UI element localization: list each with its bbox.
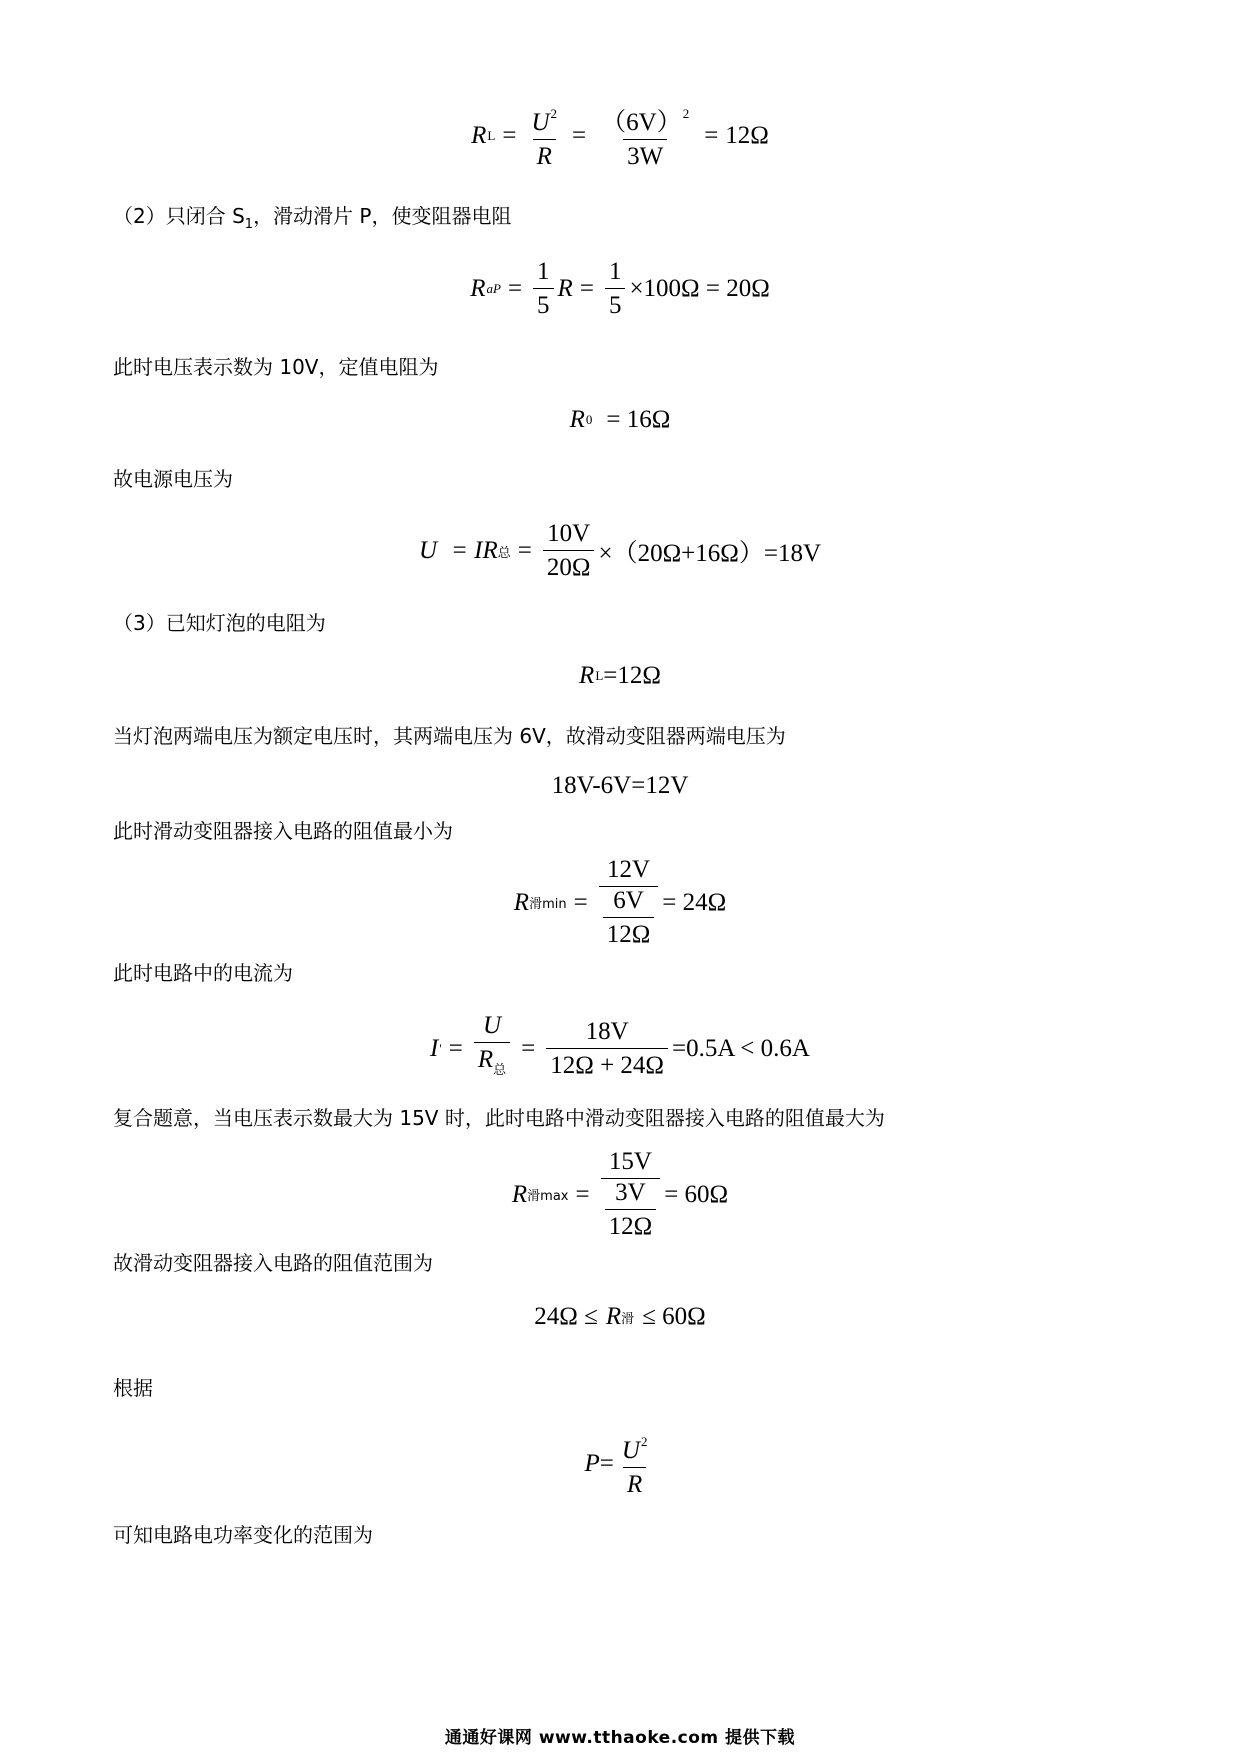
eq2-den2: 5 bbox=[605, 288, 626, 320]
eq8-num2: 18V bbox=[585, 1017, 629, 1045]
eq1-num1: U bbox=[531, 109, 550, 136]
eq10-var: R bbox=[605, 1303, 622, 1330]
eq8-fraction-2 bbox=[546, 1018, 668, 1080]
paragraph-voltmeter-10v: 此时电压表示数为 10V，定值电阻为 bbox=[113, 355, 439, 379]
equation-min-resistance: R 滑min = $\frac{12V}{\frac{6V}{12\Omega}}$ = 24Ω bbox=[513, 856, 727, 948]
eq8-fraction-1 bbox=[474, 1012, 510, 1085]
eq2-lhs: R bbox=[470, 275, 486, 302]
eq11-den: R bbox=[623, 1467, 646, 1499]
eq2-den1: 5 bbox=[533, 288, 554, 320]
paragraph-rated-voltage: 当灯泡两端电压为额定电压时，其两端电压为 6V，故滑动变阻器两端电压为 bbox=[113, 724, 786, 748]
eq11-eqsign: = bbox=[599, 1449, 614, 1477]
eq6-text: 18V-6V=12V bbox=[551, 772, 689, 799]
eq1-den1: R bbox=[533, 139, 556, 171]
eq4-rest: ×（20Ω+16Ω）=18V bbox=[598, 540, 821, 567]
eq1-num1-sup: 2 bbox=[550, 106, 558, 121]
p1-rest: ，滑动滑片 P，使变阻器电阻 bbox=[253, 204, 512, 228]
eq9-fraction bbox=[601, 1148, 661, 1241]
eq1-result: 12Ω bbox=[725, 121, 769, 149]
eq2-num1: 1 bbox=[537, 258, 550, 285]
eq7-lhs-sub: 滑min bbox=[529, 897, 567, 912]
paragraph-part3: （3）已知灯泡的电阻为 bbox=[113, 611, 326, 635]
equation-max-resistance: R 滑max = $\frac{15V}{\frac{3V}{12\Omega}}$ = 60Ω bbox=[511, 1148, 729, 1240]
eq1-fraction-1 bbox=[527, 100, 561, 171]
eq8-lhs-sup: ' bbox=[439, 1040, 442, 1056]
eq2-num2: 1 bbox=[608, 258, 622, 285]
eq9-lhs: R bbox=[511, 1180, 528, 1208]
paragraph-power-range: 可知电路电功率变化的范围为 bbox=[113, 1523, 373, 1547]
equation-rl bbox=[0, 662, 1240, 690]
footer-source: 通通好课网 www.tthaoke.com 提供下载 bbox=[444, 1728, 796, 1748]
eq2-rest: ×100Ω = 20Ω bbox=[629, 275, 770, 302]
eq1-fraction-2 bbox=[597, 100, 693, 171]
eq4-lhs: U bbox=[418, 537, 438, 564]
paragraph-part2 bbox=[113, 203, 511, 238]
paragraph-current: 此时电路中的电流为 bbox=[113, 961, 293, 985]
eq9-inner-fraction bbox=[605, 1179, 657, 1241]
eq9-inner-den: 12Ω bbox=[605, 1209, 657, 1241]
equation-source-voltage: U = IR 总 = $\frac{10V}{20\Omega}$ ×（20Ω+16Ω）=18V bbox=[418, 520, 821, 581]
eq4-num: 10V bbox=[547, 520, 591, 547]
eq5-lhs-sub: L bbox=[595, 668, 604, 683]
equation-power bbox=[0, 1428, 1240, 1499]
eq8-rest: =0.5A < 0.6A bbox=[672, 1034, 810, 1062]
eq4-mid: = IR bbox=[451, 537, 498, 564]
eq2-fraction-2 bbox=[605, 258, 626, 320]
paragraph-max-resistance: 复合题意，当电压表示数最大为 15V 时，此时电路中滑动变阻器接入电路的阻值最大为 bbox=[113, 1106, 885, 1130]
eq4-den: 20Ω bbox=[543, 550, 595, 582]
eq7-rest: = 24Ω bbox=[662, 888, 727, 916]
equation-lamp-resistance: R L = $\frac{U^2}{R}$ = $\frac{(6V)^2}{3W}$ = 12Ω bbox=[0, 100, 1240, 171]
eq4-fraction bbox=[543, 520, 595, 582]
paragraph-according: 根据 bbox=[113, 1376, 153, 1400]
paragraph-source-voltage: 故电源电压为 bbox=[113, 467, 233, 491]
eq1-lhs: R bbox=[471, 121, 487, 149]
eq11-num: U bbox=[621, 1437, 640, 1464]
eq2-fraction-1 bbox=[533, 258, 554, 320]
eq3-lhs-sub: 0 bbox=[585, 412, 593, 427]
eq1-num2-sup: 2 bbox=[682, 106, 690, 121]
eq8-den1-sub: 总 bbox=[493, 1063, 507, 1078]
eq9-lhs-sub: 滑max bbox=[527, 1189, 569, 1204]
eq3-lhs: R bbox=[569, 406, 585, 433]
eq9-rest: = 60Ω bbox=[664, 1180, 729, 1208]
eq7-inner-fraction bbox=[603, 887, 655, 949]
eq1-lhs-sub: L bbox=[487, 127, 496, 143]
eq1-den2: 3W bbox=[623, 139, 667, 171]
eq8-num1: U bbox=[482, 1012, 501, 1039]
eq5-rest: =12Ω bbox=[603, 662, 661, 689]
equation-resistance-range bbox=[0, 1303, 1240, 1331]
eq10-var-sub: 滑 bbox=[621, 1311, 635, 1327]
eq5-lhs: R bbox=[579, 662, 595, 689]
eq7-inner-den: 12Ω bbox=[603, 917, 655, 949]
eq7-lhs: R bbox=[513, 888, 530, 916]
eq8-den1: R bbox=[477, 1046, 494, 1073]
eq4-mid-sub: 总 bbox=[497, 545, 511, 561]
paragraph-min-resistance: 此时滑动变阻器接入电路的阻值最小为 bbox=[113, 819, 453, 843]
equation-rap: R aP = $\frac{1}{5}$ R = $\frac{1}{5}$ ×100Ω = 20Ω bbox=[470, 258, 770, 319]
eq11-lhs: P bbox=[584, 1449, 600, 1477]
eq10-right: ≤ 60Ω bbox=[642, 1303, 706, 1330]
equation-current: I ' = $\frac{U}{R_总}$ = $\frac{18V}{12\Omega + 24\Omega}$ =0.5A < 0.6A bbox=[0, 1012, 1240, 1085]
eq7-inner-num: 6V bbox=[613, 887, 644, 914]
eq3-rest: = 16Ω bbox=[606, 406, 671, 433]
equation-r0 bbox=[0, 406, 1240, 434]
eq2-mid: R bbox=[557, 275, 573, 302]
eq1-eqsign: = bbox=[502, 121, 517, 149]
eq9-num: 15V bbox=[608, 1148, 652, 1175]
eq7-num: 12V bbox=[606, 856, 651, 883]
eq11-fraction bbox=[618, 1428, 652, 1499]
eq7-fraction bbox=[599, 856, 659, 949]
paragraph-range: 故滑动变阻器接入电路的阻值范围为 bbox=[113, 1251, 433, 1275]
eq1-num2: （6V） bbox=[601, 109, 682, 136]
eq8-lhs: I bbox=[430, 1034, 439, 1062]
p1-sub: 1 bbox=[244, 217, 254, 232]
eq11-num-sup: 2 bbox=[640, 1434, 648, 1449]
p1-text: （2）只闭合 S bbox=[113, 204, 245, 228]
eq10-left: 24Ω ≤ bbox=[534, 1303, 598, 1330]
eq8-den2: 12Ω + 24Ω bbox=[546, 1048, 668, 1080]
equation-slider-voltage bbox=[0, 772, 1240, 800]
eq9-inner-num: 3V bbox=[615, 1179, 646, 1206]
eq2-lhs-sub: aP bbox=[486, 281, 501, 296]
